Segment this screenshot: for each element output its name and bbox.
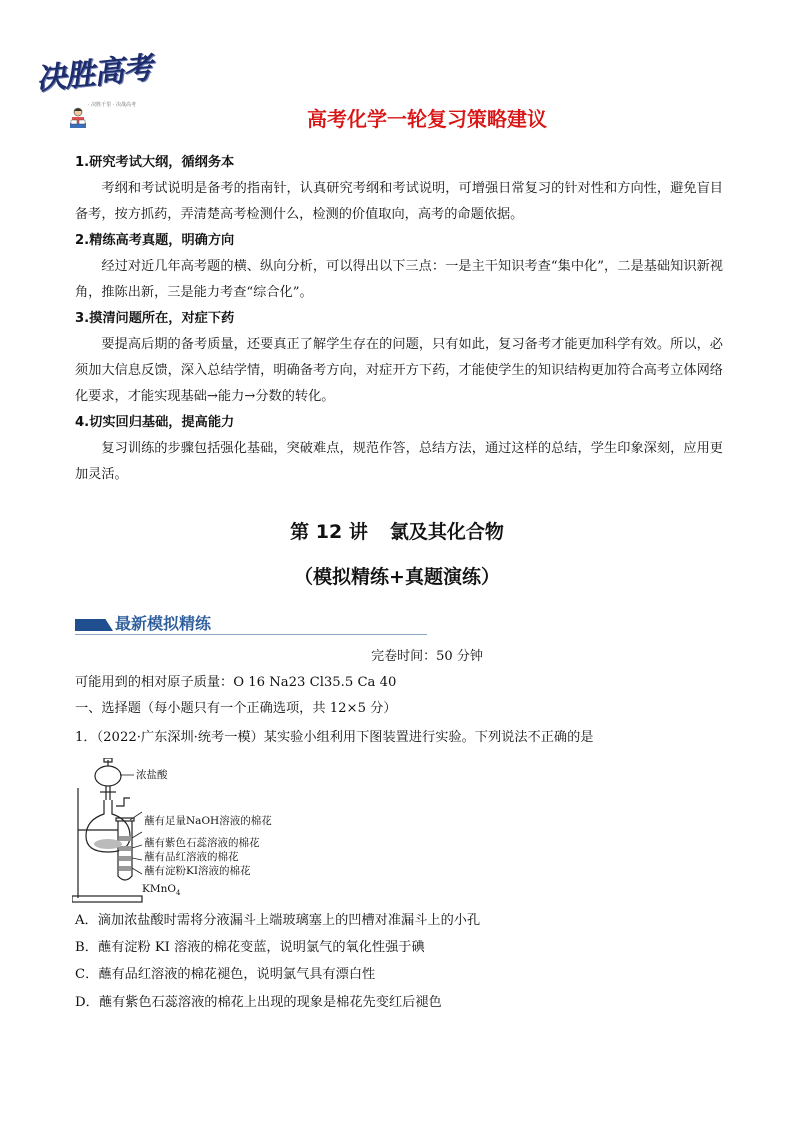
banner-underline xyxy=(75,634,427,635)
label-conc-hcl: 浓盐酸 xyxy=(136,769,168,781)
banner-text: 最新模拟精练 xyxy=(115,614,212,633)
lecture-number: 第 12 讲 xyxy=(290,521,368,543)
page-title: 高考化学一轮复习策略建议 xyxy=(307,107,547,131)
question-1-stem: 1．（2022·广东深圳·统考一模）某实验小组利用下图装置进行实验。下列说法不正确的是 xyxy=(75,730,594,745)
section-heading: 3.摸清问题所在，对症下药 xyxy=(75,311,235,326)
kmno4-subscript: 4 xyxy=(175,889,181,898)
lecture-subtitle: （模拟精练+真题演练） xyxy=(294,566,500,588)
label-fuchsin-cotton: 蘸有品红溶液的棉花 xyxy=(144,851,239,863)
logo-subtitle: · 决胜千里 · 决战高考 xyxy=(88,102,136,108)
label-litmus-cotton: 蘸有紫色石蕊溶液的棉花 xyxy=(144,837,260,849)
section-body: 经过对近几年高考题的横、纵向分析，可以得出以下三点：一是主干知识考查“集中化”，二是基础知识新视角，推陈出新，三是能力考查“综合化”。 xyxy=(75,259,723,300)
label-starch-ki-cotton: 蘸有淀粉KI溶液的棉花 xyxy=(144,865,251,877)
lecture-topic: 氯及其化合物 xyxy=(389,521,504,543)
section-body: 要提高后期的备考质量，还要真正了解学生存在的问题，只有如此，复习备考才能更加科学有效。所以，必须加大信息反馈，深入总结学情，明确备考方向，对症开方下药，才能使学生的知识结构更加符合高考立体网络化要求，才能实现基础→能力→分数的转化。 xyxy=(75,337,723,404)
option-a: A．滴加浓盐酸时需将分液漏斗上端玻璃塞上的凹槽对准漏斗上的小孔 xyxy=(75,913,481,928)
option-b: B．蘸有淀粉 KI 溶液的棉花变蓝，说明氯气的氧化性强于碘 xyxy=(75,940,425,955)
section-heading: 1.研究考试大纲，循纲务本 xyxy=(75,155,235,170)
section-banner xyxy=(75,611,427,637)
option-c: C．蘸有品红溶液的棉花褪色，说明氯气具有漂白性 xyxy=(75,967,376,982)
option-d: D．蘸有紫色石蕊溶液的棉花上出现的现象是棉花先变红后褪色 xyxy=(75,995,442,1010)
lecture-title xyxy=(0,517,794,547)
logo-text: 决胜高考 xyxy=(34,50,154,98)
strategy-sections xyxy=(75,150,723,488)
atomic-masses: 可能用到的相对原子质量：O 16 Na23 Cl35.5 Ca 40 xyxy=(75,675,397,690)
section-body: 考纲和考试说明是备考的指南针，认真研究考纲和考试说明，可增强日常复习的针对性和方向性，避免盲目备考，按方抓药，弄清楚高考检测什么，检测的价值取向，高考的命题依据。 xyxy=(75,181,723,222)
section-body: 复习训练的步骤包括强化基础，突破难点，规范作答，总结方法，通过这样的总结，学生印象深刻，应用更加灵活。 xyxy=(75,441,723,482)
kmno4-formula: KMnO xyxy=(142,883,176,895)
apparatus-drawing xyxy=(72,758,312,906)
section-instructions: 一、选择题（每小题只有一个正确选项，共 12×5 分） xyxy=(75,701,397,716)
banner-bar xyxy=(75,619,113,631)
label-naoh-cotton: 蘸有足量NaOH溶液的棉花 xyxy=(144,815,272,827)
apparatus-diagram xyxy=(72,758,312,906)
exam-time: 完卷时间：50 分钟 xyxy=(371,649,483,664)
label-kmno4 xyxy=(142,883,180,899)
section-heading: 4.切实回归基础，提高能力 xyxy=(75,415,235,430)
section-heading: 2.精练高考真题，明确方向 xyxy=(75,233,235,248)
